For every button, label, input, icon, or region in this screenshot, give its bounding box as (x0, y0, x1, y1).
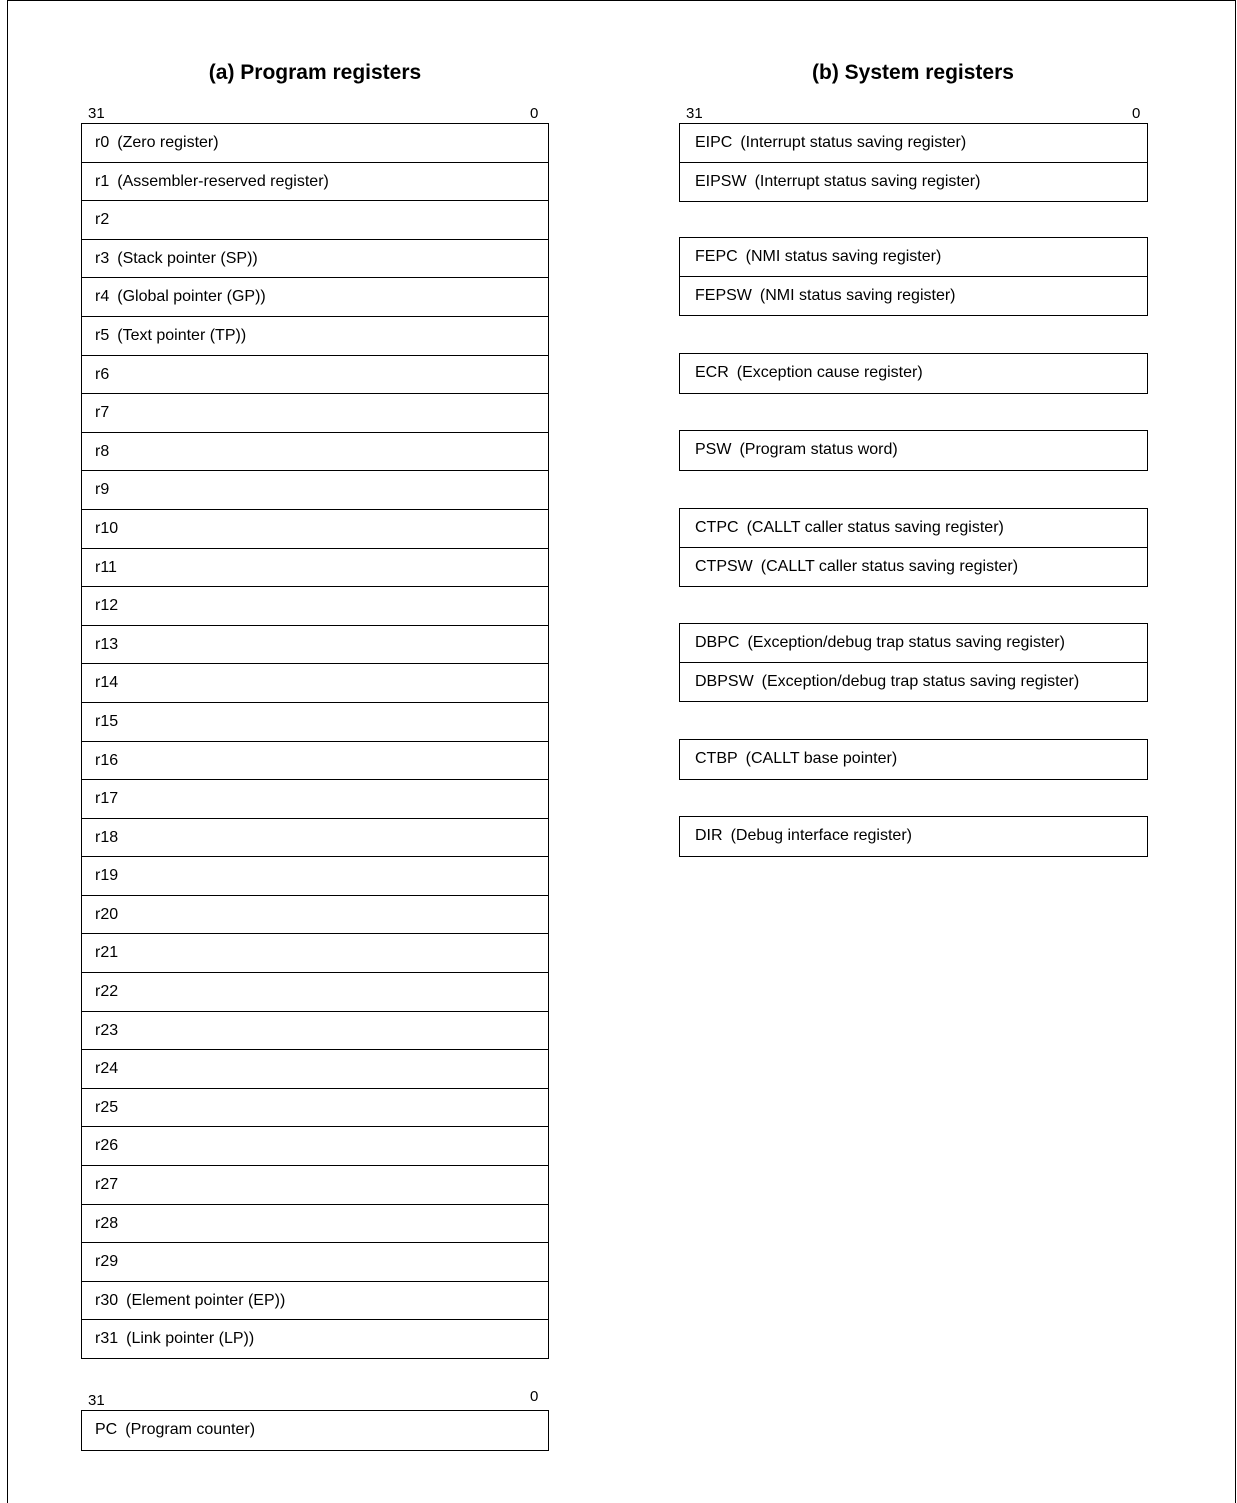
register-name: r5 (95, 326, 110, 344)
register-row-r13 (82, 626, 548, 665)
register-row-r12 (82, 587, 548, 626)
register-desc: (CALLT base pointer) (745, 750, 898, 767)
register-name: r3 (95, 249, 110, 267)
register-name: r23 (95, 1021, 119, 1039)
register-row-psw (680, 431, 1147, 470)
register-name: ECR (695, 364, 729, 381)
register-name: r16 (95, 751, 119, 769)
register-name: EIPC (695, 134, 733, 151)
system-register-group (679, 123, 1148, 202)
register-name: DBPSW (695, 672, 754, 690)
system-register-group (679, 430, 1148, 471)
register-name: r28 (95, 1214, 119, 1232)
register-name: r29 (95, 1253, 119, 1271)
system-register-group (679, 816, 1148, 857)
register-name: r20 (95, 905, 119, 923)
register-desc: (Global pointer (GP)) (117, 288, 266, 306)
register-row-r11 (82, 549, 548, 588)
register-desc: (Program counter) (125, 1421, 256, 1438)
register-row-r27 (82, 1166, 548, 1205)
register-name: r31 (95, 1330, 119, 1348)
register-name: CTPC (695, 519, 739, 536)
register-desc: (Exception cause register) (736, 364, 923, 381)
register-row-eipsw (680, 163, 1147, 202)
register-row-r23 (82, 1012, 548, 1051)
register-desc: (Exception/debug trap status saving register) (747, 634, 1065, 651)
system-lsb-label: 0 (1132, 105, 1141, 122)
register-desc: (CALLT caller status saving register) (746, 519, 1004, 536)
register-row-dbpc (680, 624, 1147, 663)
register-name: r7 (95, 404, 110, 422)
program-registers-title: (a) Program registers (208, 61, 422, 84)
program-counter-box (81, 1410, 549, 1451)
register-row-r7 (82, 394, 548, 433)
pc-msb-label: 31 (88, 1392, 105, 1409)
register-row-r22 (82, 973, 548, 1012)
system-register-group (679, 739, 1148, 780)
register-row-r6 (82, 356, 548, 395)
register-row-r20 (82, 896, 548, 935)
system-register-group (679, 353, 1148, 394)
register-desc: (Text pointer (TP)) (117, 326, 247, 344)
register-desc: (Element pointer (EP)) (126, 1291, 286, 1309)
register-row-r21 (82, 934, 548, 973)
register-desc: (Debug interface register) (730, 827, 912, 844)
register-name: PSW (695, 441, 732, 458)
register-name: r12 (95, 597, 119, 615)
register-row-r1 (82, 163, 548, 202)
register-row-r5 (82, 317, 548, 356)
register-row-r9 (82, 471, 548, 510)
program-lsb-label: 0 (530, 105, 539, 122)
register-row-pc (82, 1411, 548, 1450)
system-registers-title: (b) System registers (812, 61, 1014, 84)
register-name: FEPSW (695, 286, 752, 304)
register-row-ctbp (680, 740, 1147, 779)
register-row-r3 (82, 240, 548, 279)
register-row-r2 (82, 201, 548, 240)
register-name: r25 (95, 1098, 119, 1116)
register-name: r1 (95, 172, 110, 190)
register-name: r13 (95, 635, 119, 653)
register-row-r8 (82, 433, 548, 472)
register-name: r4 (95, 288, 110, 306)
register-row-r0 (82, 124, 548, 163)
register-row-r14 (82, 664, 548, 703)
register-row-r24 (82, 1050, 548, 1089)
register-name: r8 (95, 442, 110, 460)
register-name: PC (95, 1421, 118, 1438)
register-desc: (Program status word) (739, 441, 898, 458)
register-name: EIPSW (695, 172, 747, 190)
register-desc: (Stack pointer (SP)) (117, 249, 258, 267)
register-row-ecr (680, 354, 1147, 393)
register-desc: (CALLT caller status saving register) (760, 557, 1019, 575)
register-row-r17 (82, 780, 548, 819)
register-name: r11 (95, 558, 117, 576)
register-row-r30 (82, 1282, 548, 1321)
register-row-r29 (82, 1243, 548, 1282)
register-name: CTPSW (695, 557, 753, 575)
register-row-fepc (680, 238, 1147, 277)
register-row-ctpc (680, 509, 1147, 548)
register-row-dir (680, 817, 1147, 856)
register-name: r18 (95, 828, 119, 846)
register-desc: (Link pointer (LP)) (126, 1330, 255, 1348)
register-name: r19 (95, 867, 119, 885)
register-name: r17 (95, 790, 119, 808)
register-desc: (Assembler-reserved register) (117, 172, 329, 190)
register-name: r6 (95, 365, 110, 383)
program-register-file (81, 123, 549, 1359)
register-name: r30 (95, 1291, 119, 1309)
register-desc: (Interrupt status saving register) (740, 134, 967, 151)
register-name: r0 (95, 134, 110, 151)
register-name: r2 (95, 211, 110, 229)
register-desc: (NMI status saving register) (759, 286, 956, 304)
register-name: DIR (695, 827, 723, 844)
program-msb-label: 31 (88, 105, 105, 122)
register-desc: (Zero register) (117, 134, 219, 151)
register-name: r14 (95, 674, 119, 692)
register-row-r10 (82, 510, 548, 549)
register-name: r9 (95, 481, 110, 499)
register-row-ctpsw (680, 548, 1147, 587)
register-desc: (Interrupt status saving register) (754, 172, 981, 190)
system-msb-label: 31 (686, 105, 703, 122)
register-row-r16 (82, 742, 548, 781)
register-row-dbpsw (680, 663, 1147, 702)
register-row-r15 (82, 703, 548, 742)
system-register-group (679, 237, 1148, 316)
register-row-eipc (680, 124, 1147, 163)
register-name: r15 (95, 712, 119, 730)
register-row-r19 (82, 857, 548, 896)
register-desc: (NMI status saving register) (745, 248, 942, 265)
register-row-r26 (82, 1127, 548, 1166)
register-name: r22 (95, 983, 119, 1001)
system-register-group (679, 623, 1148, 702)
register-row-r4 (82, 278, 548, 317)
register-name: r10 (95, 519, 119, 537)
system-register-group (679, 508, 1148, 587)
register-desc: (Exception/debug trap status saving register) (761, 672, 1080, 690)
pc-lsb-label: 0 (530, 1388, 539, 1405)
register-name: r26 (95, 1137, 119, 1155)
register-row-r31 (82, 1320, 548, 1359)
register-name: FEPC (695, 248, 738, 265)
register-row-r28 (82, 1205, 548, 1244)
register-row-r18 (82, 819, 548, 858)
register-name: r27 (95, 1176, 119, 1194)
register-name: r21 (95, 944, 119, 962)
register-name: DBPC (695, 634, 740, 651)
register-name: r24 (95, 1060, 119, 1078)
register-row-r25 (82, 1089, 548, 1128)
register-name: CTBP (695, 750, 738, 767)
register-row-fepsw (680, 277, 1147, 316)
